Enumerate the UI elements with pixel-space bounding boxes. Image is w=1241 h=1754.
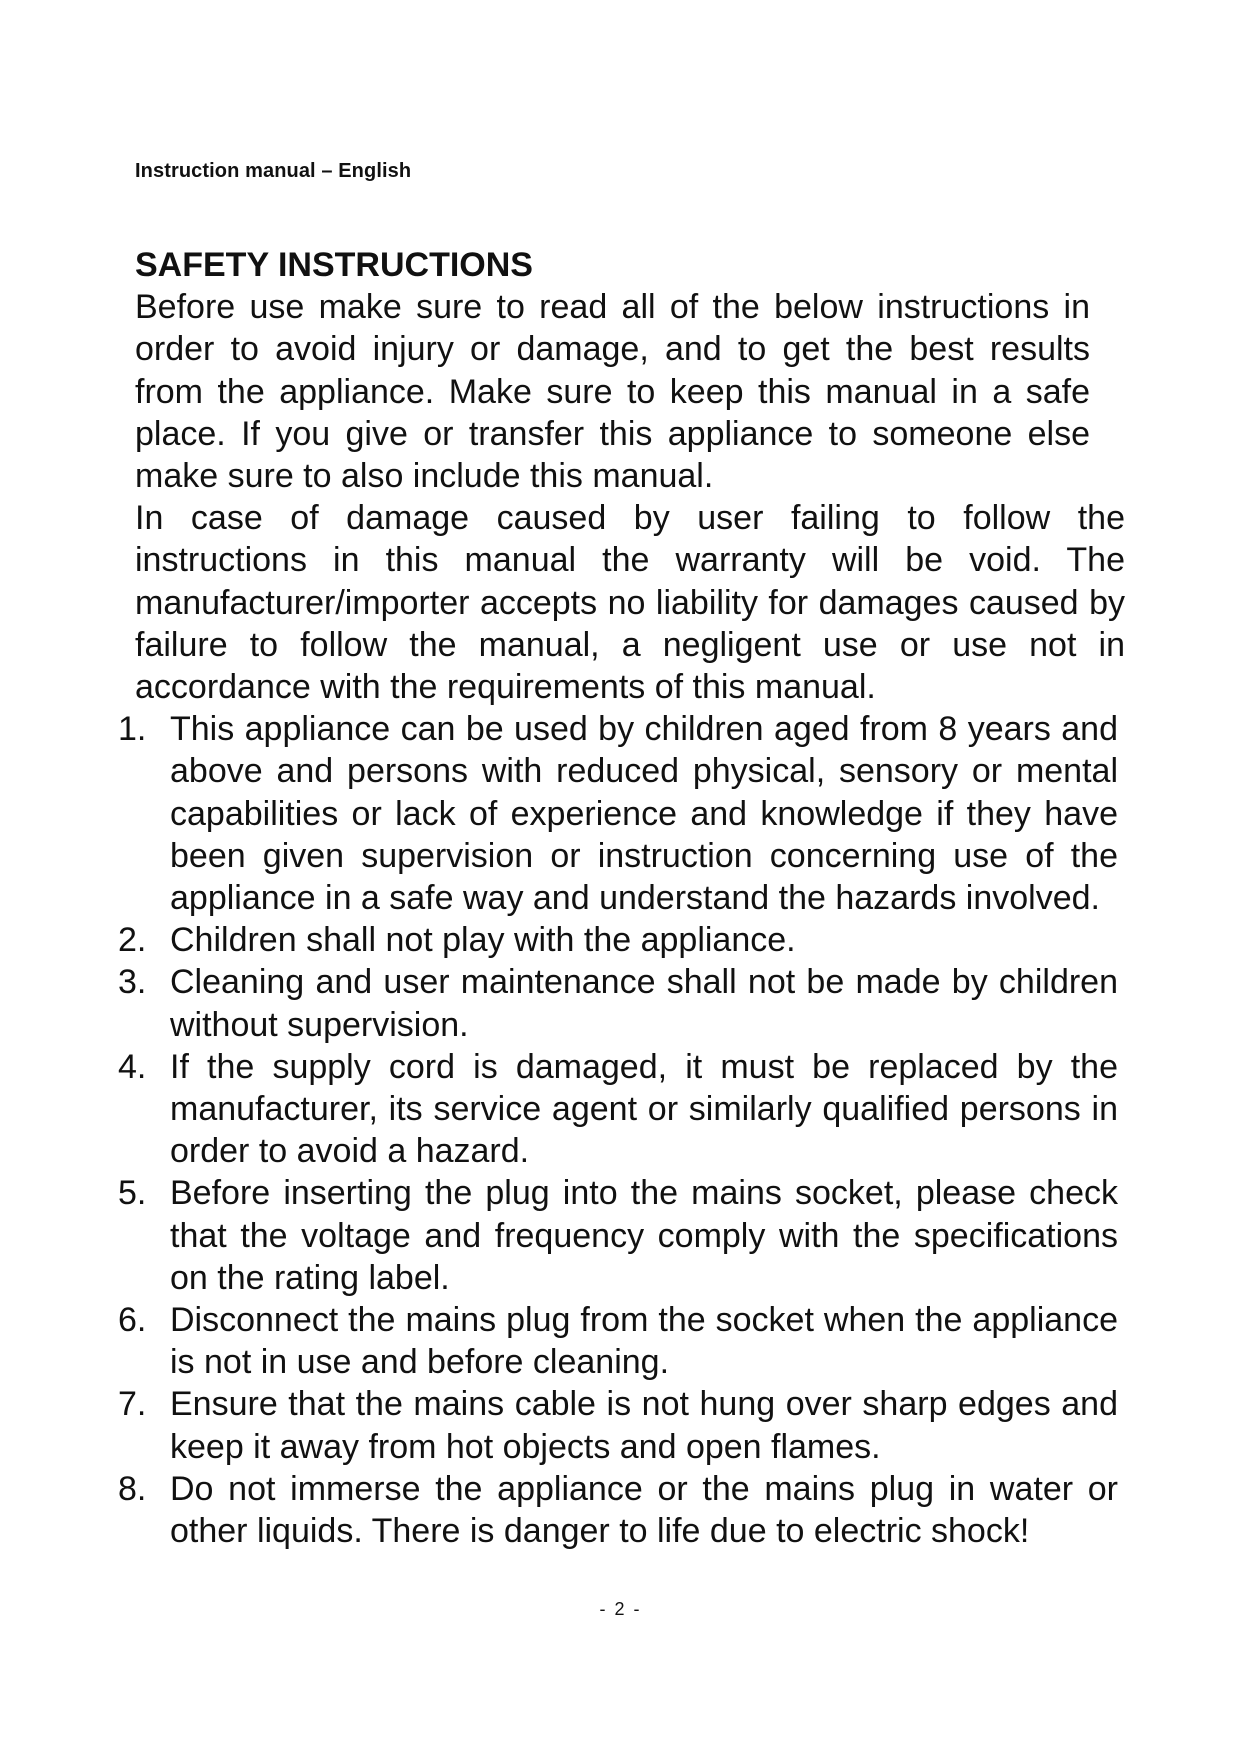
safety-list	[118, 708, 1118, 1552]
item-text: Cleaning and user maintenance shall not be made by children without supervision.	[170, 963, 1118, 1044]
list-item	[118, 1172, 1118, 1299]
list-item	[118, 708, 1118, 919]
item-text: Children shall not play with the appliance.	[170, 921, 796, 960]
document-header: Instruction manual – English	[135, 160, 412, 182]
item-number: 4.	[118, 1047, 147, 1086]
page-number: - 2 -	[599, 1599, 642, 1619]
item-number: 1.	[118, 710, 147, 749]
item-number: 3.	[118, 963, 147, 1002]
safety-section	[118, 244, 1125, 1552]
list-item	[118, 1468, 1118, 1552]
list-item	[118, 1383, 1118, 1467]
section-title: SAFETY INSTRUCTIONS	[135, 246, 533, 284]
item-text: This appliance can be used by children aged from 8 years and above and persons with reduced physical, sensory or mental capabilities or lack of experience and knowledge if they have been given supervision or instruction concerning use of the appliance in a safe way and understand the hazards involved.	[170, 710, 1118, 918]
list-item	[118, 919, 1108, 961]
item-number: 5.	[118, 1174, 147, 1213]
item-text: Before inserting the plug into the mains socket, please check that the voltage and frequency comply with the specifications on the rating label.	[170, 1174, 1118, 1297]
list-item	[118, 1046, 1118, 1173]
warranty-paragraph: In case of damage caused by user failing to follow the instructions in this manual the warranty will be void. The manufacturer/importer accepts no liability for damages caused by failure to follow the manual, a negligent use or use not in accordance with the requirements of this manual.	[135, 499, 1125, 707]
intro-paragraph: Before use make sure to read all of the below instructions in order to avoid injury or damage, and to get the best results from the appliance. Make sure to keep this manual in a safe place. If you give or transfer this appliance to someone else make sure to also include this manual.	[135, 288, 1090, 496]
item-text: If the supply cord is damaged, it must be replaced by the manufacturer, its service agent or similarly qualified persons in order to avoid a hazard.	[170, 1047, 1118, 1171]
list-item	[118, 961, 1118, 1045]
item-number: 8.	[118, 1469, 147, 1508]
item-text: Do not immerse the appliance or the mains plug in water or other liquids. There is danger to life due to electric shock!	[170, 1469, 1118, 1551]
item-text: Disconnect the mains plug from the socket when the appliance is not in use and before cleaning.	[170, 1301, 1118, 1382]
item-number: 2.	[118, 921, 147, 960]
item-number: 6.	[118, 1301, 147, 1340]
list-item	[118, 1299, 1118, 1383]
item-number: 7.	[118, 1385, 147, 1424]
item-text: Ensure that the mains cable is not hung over sharp edges and keep it away from hot objects and open flames.	[170, 1385, 1118, 1466]
